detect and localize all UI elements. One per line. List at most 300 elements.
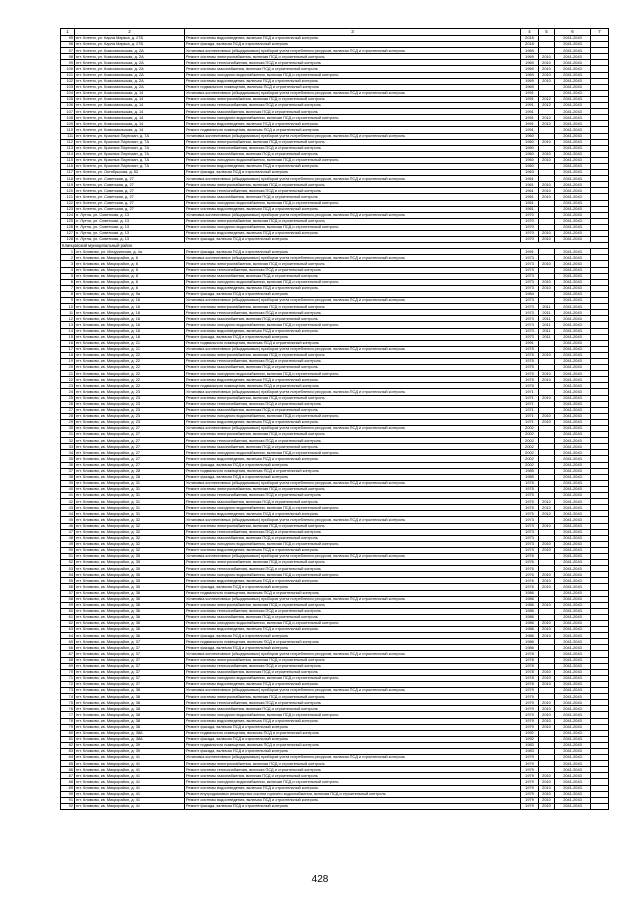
work-type-cell: Ремонт системы холодного водоснабжения, включая ПСД и строительный контроль — [185, 279, 521, 285]
year-built-cell: 1973 — [521, 523, 539, 529]
planned-period-cell: 2041-2043 — [555, 54, 591, 60]
address-cell: пгт. Климово, кв. Микрорайон, д. 32 — [75, 541, 185, 547]
planned-period-cell: 2041-2043 — [555, 651, 591, 657]
planned-period-cell: 2041-2043 — [555, 377, 591, 383]
year-built-cell: 1971 — [521, 407, 539, 413]
year-built-cell: 1979 — [521, 718, 539, 724]
address-cell: пгт. Климово, кв. Микрорайон, д. 38 — [75, 718, 185, 724]
year-built-cell: 1971 — [521, 389, 539, 395]
year-built-cell: 1973 — [521, 316, 539, 322]
row-number-cell: 31 — [61, 432, 75, 438]
planned-period-cell: 2041-2043 — [555, 36, 591, 42]
work-type-cell: Ремонт системы газоснабжения, включая ПСД и строительный контроль — [185, 407, 521, 413]
year-built-cell: 1960 — [521, 145, 539, 151]
planned-period-cell: 2041-2043 — [555, 694, 591, 700]
year-built-cell: 1979 — [521, 755, 539, 761]
address-cell: пгт. Клетня, ул. Комсомольская, д. 14 — [75, 90, 185, 96]
work-type-cell: Ремонт подвального помещения, включая ПСД и строительный контроль — [185, 742, 521, 748]
last-repair-year-cell: 2010 — [539, 285, 555, 291]
planned-period-cell: 2041-2043 — [555, 688, 591, 694]
row-number-cell: 32 — [61, 438, 75, 444]
year-built-cell: 1973 — [521, 279, 539, 285]
work-type-cell: Ремонт системы электроснабжения, включая ПСД и строительный контроль — [185, 352, 521, 358]
planned-period-cell: 2041-2043 — [555, 785, 591, 791]
work-type-cell: Ремонт системы водоотведения, включая ПСД и строительный контроль — [185, 578, 521, 584]
row-number-cell: 6 — [61, 279, 75, 285]
work-type-cell: Ремонт системы холодного водоснабжения, включая ПСД и строительный контроль — [185, 712, 521, 718]
address-cell: пгт. Климово, кв. Микрорайон, д. 38 — [75, 724, 185, 730]
address-cell: пгт. Климово, кв. Микрорайон, д. 41 — [75, 755, 185, 761]
address-cell: пгт. Клетня, ул. Красных Партизан, д. 7А — [75, 157, 185, 163]
work-type-cell: Установка коллективных (общедомовых) приборов учета потребления ресурсов, включая ПСД и строительный контроль — [185, 48, 521, 54]
planned-period-cell: 2041-2043 — [555, 590, 591, 596]
year-built-cell: 1961 — [521, 188, 539, 194]
work-type-cell: Ремонт системы водоотведения, включая ПСД и строительный контроль — [185, 785, 521, 791]
address-cell: п. Лутна, ул. Советская, д. 13 — [75, 231, 185, 237]
address-cell: пгт. Климово, кв. Микрорайон, д. 23 — [75, 395, 185, 401]
work-type-cell: Ремонт системы электроснабжения, включая ПСД и строительный контроль — [185, 182, 521, 188]
address-cell: пгт. Климово, кв. Микрорайон, д. 8 — [75, 261, 185, 267]
year-built-cell: 1969 — [521, 66, 539, 72]
planned-period-cell: 2041-2043 — [555, 493, 591, 499]
last-repair-year-cell: 2010 — [539, 633, 555, 639]
planned-period-cell: 2041-2043 — [555, 761, 591, 767]
address-cell: пгт. Климово, кв. Микрорайон, д. 27 — [75, 432, 185, 438]
row-number-cell: 28 — [61, 413, 75, 419]
work-type-cell: Установка коллективных (общедомовых) приборов учета потребления ресурсов, включая ПСД и строительный контроль — [185, 651, 521, 657]
row-number-cell: 106 — [61, 103, 75, 109]
planned-period-cell: 2041-2043 — [555, 395, 591, 401]
address-cell: пгт. Клетня, ул. Карла Маркса, д. 27Б — [75, 36, 185, 42]
work-type-cell: Ремонт системы электроснабжения, включая ПСД и строительный контроль — [185, 602, 521, 608]
work-type-cell: Ремонт системы теплоснабжения, включая ПСД и строительный контроль — [185, 267, 521, 273]
work-type-cell: Ремонт системы теплоснабжения, включая ПСД и строительный контроль — [185, 401, 521, 407]
year-built-cell: 1991 — [521, 121, 539, 127]
row-number-cell: 52 — [61, 560, 75, 566]
planned-period-cell: 2041-2043 — [555, 602, 591, 608]
address-cell: пгт. Климово, кв. Микрорайон, д. 31 — [75, 499, 185, 505]
year-built-cell: 1971 — [521, 419, 539, 425]
address-cell: пгт. Клетня, ул. Комсомольская, д. 14 — [75, 109, 185, 115]
row-number-cell: 67 — [61, 651, 75, 657]
work-type-cell: Ремонт фасада, включая ПСД и строительный контроль — [185, 42, 521, 48]
work-type-cell: Ремонт фасада, включая ПСД и строительный контроль — [185, 249, 521, 255]
work-type-cell: Ремонт системы холодного водоснабжения, включая ПСД и строительный контроль — [185, 541, 521, 547]
last-repair-year-cell: 2010 — [539, 151, 555, 157]
last-repair-year-cell: 2010 — [539, 237, 555, 243]
year-built-cell: 1979 — [521, 688, 539, 694]
last-repair-year-cell: 2010 — [539, 395, 555, 401]
work-type-cell: Ремонт системы теплоснабжения, включая ПСД и строительный контроль — [185, 566, 521, 572]
address-cell: пгт. Климово, кв. Микрорайон, д. 37 — [75, 651, 185, 657]
row-number-cell: 123 — [61, 206, 75, 212]
last-repair-year-cell: 2010 — [539, 584, 555, 590]
planned-period-cell: 2041-2043 — [555, 456, 591, 462]
year-built-cell: 1979 — [521, 797, 539, 803]
address-cell: пгт. Клетня, ул. Советская, д. 27 — [75, 194, 185, 200]
planned-period-cell: 2041-2043 — [555, 560, 591, 566]
year-built-cell: 1979 — [521, 791, 539, 797]
row-number-cell: 56 — [61, 584, 75, 590]
last-repair-year-cell: 2010 — [539, 712, 555, 718]
address-cell: пгт. Климово, кв. Микрорайон, д. 36 — [75, 608, 185, 614]
row-number-cell: 69 — [61, 663, 75, 669]
year-built-cell: 1975 — [521, 365, 539, 371]
last-repair-year-cell: 2010 — [539, 54, 555, 60]
planned-period-cell: 2041-2043 — [555, 212, 591, 218]
planned-period-cell: 2041-2043 — [555, 748, 591, 754]
planned-period-cell: 2041-2043 — [555, 499, 591, 505]
planned-period-cell: 2041-2043 — [555, 60, 591, 66]
planned-period-cell: 2041-2043 — [555, 663, 591, 669]
planned-period-cell: 2041-2043 — [555, 706, 591, 712]
year-built-cell: 1960 — [521, 139, 539, 145]
planned-period-cell: 2041-2043 — [555, 517, 591, 523]
address-cell: пгт. Климово, кв. Микрорайон, д. 32 — [75, 529, 185, 535]
planned-period-cell: 2041-2043 — [555, 352, 591, 358]
planned-period-cell: 2041-2043 — [555, 151, 591, 157]
work-type-cell: Ремонт подвального помещения, включая ПСД и строительный контроль — [185, 730, 521, 736]
last-repair-year-cell: 2010 — [539, 523, 555, 529]
year-built-cell: 1991 — [521, 109, 539, 115]
row-number-cell: 24 — [61, 389, 75, 395]
last-repair-year-cell: 2010 — [539, 371, 555, 377]
address-cell: п. Лутна, ул. Советская, д. 13 — [75, 218, 185, 224]
work-type-cell: Установка коллективных (общедомовых) приборов учета потребления ресурсов, включая ПСД и строительный контроль — [185, 212, 521, 218]
year-built-cell: 1969 — [521, 54, 539, 60]
year-built-cell: 1979 — [521, 761, 539, 767]
year-built-cell: 1991 — [521, 96, 539, 102]
row-number-cell: 57 — [61, 590, 75, 596]
last-repair-year-cell: 2012 — [539, 121, 555, 127]
address-cell: пгт. Клетня, ул. Советская, д. 27 — [75, 206, 185, 212]
column-number: 5 — [539, 29, 555, 36]
row-number-cell: 19 — [61, 358, 75, 364]
planned-period-cell: 2041-2043 — [555, 383, 591, 389]
year-built-cell: 1971 — [521, 413, 539, 419]
address-cell: пгт. Климово, кв. Микрорайон, д. 38 — [75, 694, 185, 700]
address-cell: пгт. Климово, кв. Микрорайон, д. 16 — [75, 328, 185, 334]
work-type-cell: Ремонт системы холодного водоснабжения, включая ПСД и строительный контроль — [185, 450, 521, 456]
planned-period-cell: 2041-2043 — [555, 730, 591, 736]
address-cell: пгт. Климово, кв. Микрорайон, д. 38А — [75, 730, 185, 736]
last-repair-year-cell: 2010 — [539, 194, 555, 200]
planned-period-cell: 2041-2043 — [555, 206, 591, 212]
address-cell: пгт. Климово, кв. Микрорайон, д. 16 — [75, 310, 185, 316]
row-number-cell: 62 — [61, 621, 75, 627]
year-built-cell: 2002 — [521, 456, 539, 462]
last-repair-year-cell: 2010 — [539, 675, 555, 681]
planned-period-cell: 2041-2043 — [555, 614, 591, 620]
address-cell: п. Лутна, ул. Советская, д. 13 — [75, 224, 185, 230]
address-cell: пгт. Климово, кв. Микрорайон, д. 36 — [75, 602, 185, 608]
row-number-cell: 92 — [61, 803, 75, 809]
last-repair-year-cell: 2011 — [539, 310, 555, 316]
year-built-cell: 1969 — [521, 72, 539, 78]
year-built-cell: 1992 — [521, 736, 539, 742]
work-type-cell: Установка коллективных (общедомовых) приборов учета потребления ресурсов, включая ПСД и строительный контроль — [185, 255, 521, 261]
year-built-cell: 1975 — [521, 371, 539, 377]
row-number-cell: 63 — [61, 627, 75, 633]
work-type-cell: Ремонт системы электроснабжения, включая ПСД и строительный контроль — [185, 218, 521, 224]
year-built-cell: 1971 — [521, 395, 539, 401]
year-built-cell: 1986 — [521, 590, 539, 596]
planned-period-cell: 2041-2043 — [555, 712, 591, 718]
planned-period-cell: 2041-2043 — [555, 200, 591, 206]
work-type-cell: Установка коллективных (общедомовых) приборов учета потребления ресурсов, включая ПСД и строительный контроль — [185, 517, 521, 523]
year-built-cell: 1975 — [521, 511, 539, 517]
row-number-cell: 27 — [61, 407, 75, 413]
address-cell: пгт. Климово, кв. Микрорайон, д. 35 — [75, 566, 185, 572]
work-type-cell: Ремонт системы водоотведения, включая ПСД и строительный контроль — [185, 377, 521, 383]
row-number-cell: 35 — [61, 456, 75, 462]
address-cell: пгт. Клетня, ул. Комсомольская, д. 2А — [75, 84, 185, 90]
year-built-cell: 1973 — [521, 535, 539, 541]
last-repair-year-cell: 2010 — [539, 718, 555, 724]
address-cell: пгт. Климово, кв. Микрорайон, д. 37 — [75, 663, 185, 669]
work-type-cell: Ремонт фасада, включая ПСД и строительный контроль — [185, 474, 521, 480]
work-type-cell: Ремонт системы водоотведения, включая ПСД и строительный контроль — [185, 121, 521, 127]
table-row — [61, 115, 609, 121]
year-built-cell: 1975 — [521, 480, 539, 486]
work-type-cell: Ремонт фасада, включая ПСД и строительный контроль — [185, 237, 521, 243]
row-number-cell: 25 — [61, 395, 75, 401]
year-built-cell: 1979 — [521, 724, 539, 730]
work-type-cell: Ремонт системы электроснабжения, включая ПСД и строительный контроль — [185, 523, 521, 529]
planned-period-cell: 2041-2043 — [555, 523, 591, 529]
planned-period-cell: 2041-2043 — [555, 389, 591, 395]
address-cell: пгт. Климово, кв. Микрорайон, д. 16 — [75, 304, 185, 310]
address-cell: пгт. Климово, кв. Микрорайон, д. 9а — [75, 291, 185, 297]
address-cell: пгт. Климово, кв. Микрорайон, д. 27 — [75, 444, 185, 450]
year-built-cell: 1991 — [521, 127, 539, 133]
address-cell: пгт. Климово, кв. Микрорайон, д. 23 — [75, 389, 185, 395]
work-type-cell: Ремонт фасада, включая ПСД и строительный контроль — [185, 633, 521, 639]
year-built-cell: 1984 — [521, 291, 539, 297]
work-type-cell: Ремонт подвального помещения, включая ПСД и строительный контроль — [185, 590, 521, 596]
year-built-cell: 1986 — [521, 614, 539, 620]
row-number-cell: 48 — [61, 535, 75, 541]
row-number-cell: 18 — [61, 352, 75, 358]
planned-period-cell: 2041-2043 — [555, 182, 591, 188]
address-cell: пгт. Клетня, ул. Карла Маркса, д. 27Б — [75, 42, 185, 48]
year-built-cell: 1975 — [521, 499, 539, 505]
last-repair-year-cell: 2012 — [539, 96, 555, 102]
planned-period-cell: 2041-2043 — [555, 103, 591, 109]
work-type-cell: Ремонт системы теплоснабжения, включая ПСД и строительный контроль — [185, 700, 521, 706]
work-type-cell: Ремонт системы электроснабжения, включая ПСД и строительный контроль — [185, 657, 521, 663]
address-cell: пгт. Клетня, ул. Комсомольская, д. 14 — [75, 115, 185, 121]
planned-period-cell: 2041-2043 — [555, 511, 591, 517]
address-cell: пгт. Климово, кв. Микрорайон, д. 16 — [75, 316, 185, 322]
work-type-cell: Ремонт системы холодного водоснабжения, включая ПСД и строительный контроль — [185, 115, 521, 121]
row-number-cell: 74 — [61, 694, 75, 700]
year-built-cell: 1991 — [521, 249, 539, 255]
work-type-cell: Ремонт системы водоотведения, включая ПСД и строительный контроль — [185, 419, 521, 425]
address-cell: пгт. Климово, кв. Микрорайон, д. 41 — [75, 803, 185, 809]
work-type-cell: Ремонт подвального помещения, включая ПСД и строительный контроль — [185, 468, 521, 474]
address-cell: пгт. Климово, кв. Микрорайон, д. 37 — [75, 669, 185, 675]
last-repair-year-cell: 2010 — [539, 791, 555, 797]
work-type-cell: Ремонт системы газоснабжения, включая ПСД и строительный контроль — [185, 444, 521, 450]
row-number-cell: 109 — [61, 121, 75, 127]
last-repair-year-cell: 2010 — [539, 803, 555, 809]
planned-period-cell: 2041-2043 — [555, 84, 591, 90]
year-built-cell: 1975 — [521, 377, 539, 383]
work-type-cell: Ремонт подвального помещения, включая ПСД и строительный контроль — [185, 84, 521, 90]
year-built-cell: 1961 — [521, 194, 539, 200]
address-cell: пгт. Климово, кв. Микрорайон, д. 36 — [75, 633, 185, 639]
work-type-cell: Ремонт системы теплоснабжения, включая ПСД и строительный контроль — [185, 663, 521, 669]
work-type-cell: Ремонт системы газоснабжения, включая ПСД и строительный контроль — [185, 669, 521, 675]
work-type-cell: Ремонт системы электроснабжения, включая ПСД и строительный контроль — [185, 304, 521, 310]
last-repair-year-cell: 2010 — [539, 139, 555, 145]
year-built-cell: 1991 — [521, 90, 539, 96]
address-cell: пгт. Климово, кв. Микрорайон, д. 37 — [75, 657, 185, 663]
work-type-cell: Ремонт системы водоотведения, включая ПСД и строительный контроль — [185, 328, 521, 334]
year-built-cell: 1985 — [521, 474, 539, 480]
row-number-cell: 81 — [61, 736, 75, 742]
work-type-cell: Ремонт системы водоотведения, включая ПСД и строительный контроль — [185, 511, 521, 517]
row-number-cell: 15 — [61, 334, 75, 340]
last-repair-year-cell: 2010 — [539, 706, 555, 712]
work-type-cell: Ремонт системы водоотведения, включая ПСД и строительный контроль — [185, 78, 521, 84]
address-cell: п. Лутна, ул. Советская, д. 13 — [75, 212, 185, 218]
row-number-cell: 66 — [61, 645, 75, 651]
work-type-cell: Ремонт фасада, включая ПСД и строительный контроль — [185, 584, 521, 590]
address-cell: пгт. Клетня, ул. Октябрьская, д. 52 — [75, 170, 185, 176]
year-built-cell: 1973 — [521, 310, 539, 316]
address-cell: пгт. Климово, кв. Микрорайон, д. 41 — [75, 773, 185, 779]
planned-period-cell: 2041-2043 — [555, 529, 591, 535]
address-cell: пгт. Климово, кв. Микрорайон, д. 16 — [75, 334, 185, 340]
row-number-cell: 75 — [61, 700, 75, 706]
last-repair-year-cell: 2010 — [539, 60, 555, 66]
row-number-cell: 108 — [61, 115, 75, 121]
row-number-cell: 114 — [61, 151, 75, 157]
work-type-cell: Ремонт системы электроснабжения, включая ПСД и строительный контроль — [185, 261, 521, 267]
planned-period-cell: 2041-2043 — [555, 669, 591, 675]
last-repair-year-cell: 2010 — [539, 78, 555, 84]
planned-period-cell: 2041-2043 — [555, 237, 591, 243]
work-type-cell: Ремонт системы газоснабжения, включая ПСД и строительный контроль — [185, 151, 521, 157]
work-type-cell: Ремонт системы холодного водоснабжения, включая ПСД и строительный контроль — [185, 72, 521, 78]
row-number-cell: 21 — [61, 371, 75, 377]
address-cell: пгт. Климово, кв. Микрорайон, д. 8 — [75, 255, 185, 261]
address-cell: пгт. Клетня, ул. Советская, д. 27 — [75, 182, 185, 188]
row-number-cell: 1 — [61, 249, 75, 255]
planned-period-cell: 2041-2043 — [555, 261, 591, 267]
planned-period-cell: 2041-2043 — [555, 371, 591, 377]
year-built-cell: 1975 — [521, 346, 539, 352]
planned-period-cell: 2041-2043 — [555, 267, 591, 273]
row-number-cell: 116 — [61, 163, 75, 169]
work-type-cell: Ремонт системы газоснабжения, включая ПСД и строительный контроль — [185, 109, 521, 115]
work-type-cell: Ремонт фасада, включая ПСД и строительный контроль — [185, 334, 521, 340]
planned-period-cell: 2041-2043 — [555, 468, 591, 474]
planned-period-cell: 2041-2043 — [555, 121, 591, 127]
capital-repair-table — [60, 28, 609, 810]
row-number-cell: 85 — [61, 761, 75, 767]
address-cell: пгт. Климово, кв. Микрорайон, д. 39 — [75, 742, 185, 748]
year-built-cell: 1960 — [521, 133, 539, 139]
row-number-cell: 70 — [61, 669, 75, 675]
work-type-cell: Ремонт системы водоотведения, включая ПСД и строительный контроль — [185, 627, 521, 633]
planned-period-cell: 2041-2043 — [555, 438, 591, 444]
planned-period-cell: 2041-2043 — [555, 572, 591, 578]
planned-period-cell: 2041-2043 — [555, 340, 591, 346]
address-cell: пгт. Климово, кв. Микрорайон, д. 28 — [75, 474, 185, 480]
row-number-cell: 8 — [61, 291, 75, 297]
row-number-cell: 47 — [61, 529, 75, 535]
year-built-cell: 1971 — [521, 401, 539, 407]
work-type-cell: Ремонт системы газоснабжения, включая ПСД и строительный контроль — [185, 499, 521, 505]
year-built-cell: 2002 — [521, 426, 539, 432]
address-cell: пгт. Климово, кв. Микрорайон, д. 32 — [75, 535, 185, 541]
year-built-cell: 1983 — [521, 748, 539, 754]
row-number-cell: 51 — [61, 553, 75, 559]
work-type-cell: Установка коллективных (общедомовых) приборов учета потребления ресурсов, включая ПСД и строительный контроль — [185, 688, 521, 694]
column-number: 4 — [521, 29, 539, 36]
row-number-cell: 125 — [61, 218, 75, 224]
row-number-cell: 80 — [61, 730, 75, 736]
planned-period-cell: 2041-2043 — [555, 608, 591, 614]
address-cell: пгт. Климово, кв. Микрорайон, д. 23 — [75, 419, 185, 425]
last-repair-year-cell: 2010 — [539, 419, 555, 425]
work-type-cell: Установка коллективных (общедомовых) приборов учета потребления ресурсов, включая ПСД и строительный контроль — [185, 176, 521, 182]
planned-period-cell: 2041-2043 — [555, 413, 591, 419]
planned-period-cell: 2041-2043 — [555, 584, 591, 590]
year-built-cell: 1978 — [521, 675, 539, 681]
year-built-cell: 1970 — [521, 218, 539, 224]
last-repair-year-cell: 2010 — [539, 541, 555, 547]
work-type-cell: Ремонт системы электроснабжения, включая ПСД и строительный контроль — [185, 486, 521, 492]
address-cell: пгт. Клетня, ул. Красных Партизан, д. 7А — [75, 133, 185, 139]
row-number-cell: 2 — [61, 255, 75, 261]
work-type-cell: Ремонт фасада, включая ПСД и строительный контроль — [185, 462, 521, 468]
row-number-cell: 10 — [61, 304, 75, 310]
row-number-cell: 117 — [61, 170, 75, 176]
address-cell: пгт. Климово, кв. Микрорайон, д. 27 — [75, 456, 185, 462]
year-built-cell: 2002 — [521, 444, 539, 450]
work-type-cell: Установка коллективных (общедомовых) приборов учета потребления ресурсов, включая ПСД и строительный контроль — [185, 480, 521, 486]
year-built-cell: 1979 — [521, 779, 539, 785]
last-repair-year-cell: 2010 — [539, 797, 555, 803]
work-type-cell: Ремонт системы электроснабжения, включая ПСД и строительный контроль — [185, 139, 521, 145]
row-number-cell: 13 — [61, 322, 75, 328]
row-number-cell: 65 — [61, 639, 75, 645]
last-repair-year-cell: 2010 — [539, 377, 555, 383]
year-built-cell: 1973 — [521, 328, 539, 334]
year-built-cell: 1961 — [521, 200, 539, 206]
work-type-cell: Ремонт системы теплоснабжения, включая ПСД и строительный контроль — [185, 608, 521, 614]
address-cell: пгт. Клетня, ул. Красных Партизан, д. 7А — [75, 145, 185, 151]
last-repair-year-cell: 2010 — [539, 602, 555, 608]
address-cell: пгт. Климово, кв. Микрорайон, д. 8 — [75, 285, 185, 291]
year-built-cell: 1976 — [521, 553, 539, 559]
planned-period-cell: 2041-2043 — [555, 48, 591, 54]
work-type-cell: Ремонт системы холодного водоснабжения, включая ПСД и строительный контроль — [185, 621, 521, 627]
row-number-cell: 120 — [61, 188, 75, 194]
last-repair-year-cell: 2010 — [539, 157, 555, 163]
table-row — [61, 803, 609, 809]
year-built-cell: 1961 — [521, 206, 539, 212]
table-row — [61, 133, 609, 139]
work-type-cell: Ремонт системы электроснабжения, включая ПСД и строительный контроль — [185, 432, 521, 438]
row-number-cell: 107 — [61, 109, 75, 115]
row-number-cell: 118 — [61, 176, 75, 182]
address-cell: пгт. Климово, кв. Микрорайон, д. 36 — [75, 621, 185, 627]
